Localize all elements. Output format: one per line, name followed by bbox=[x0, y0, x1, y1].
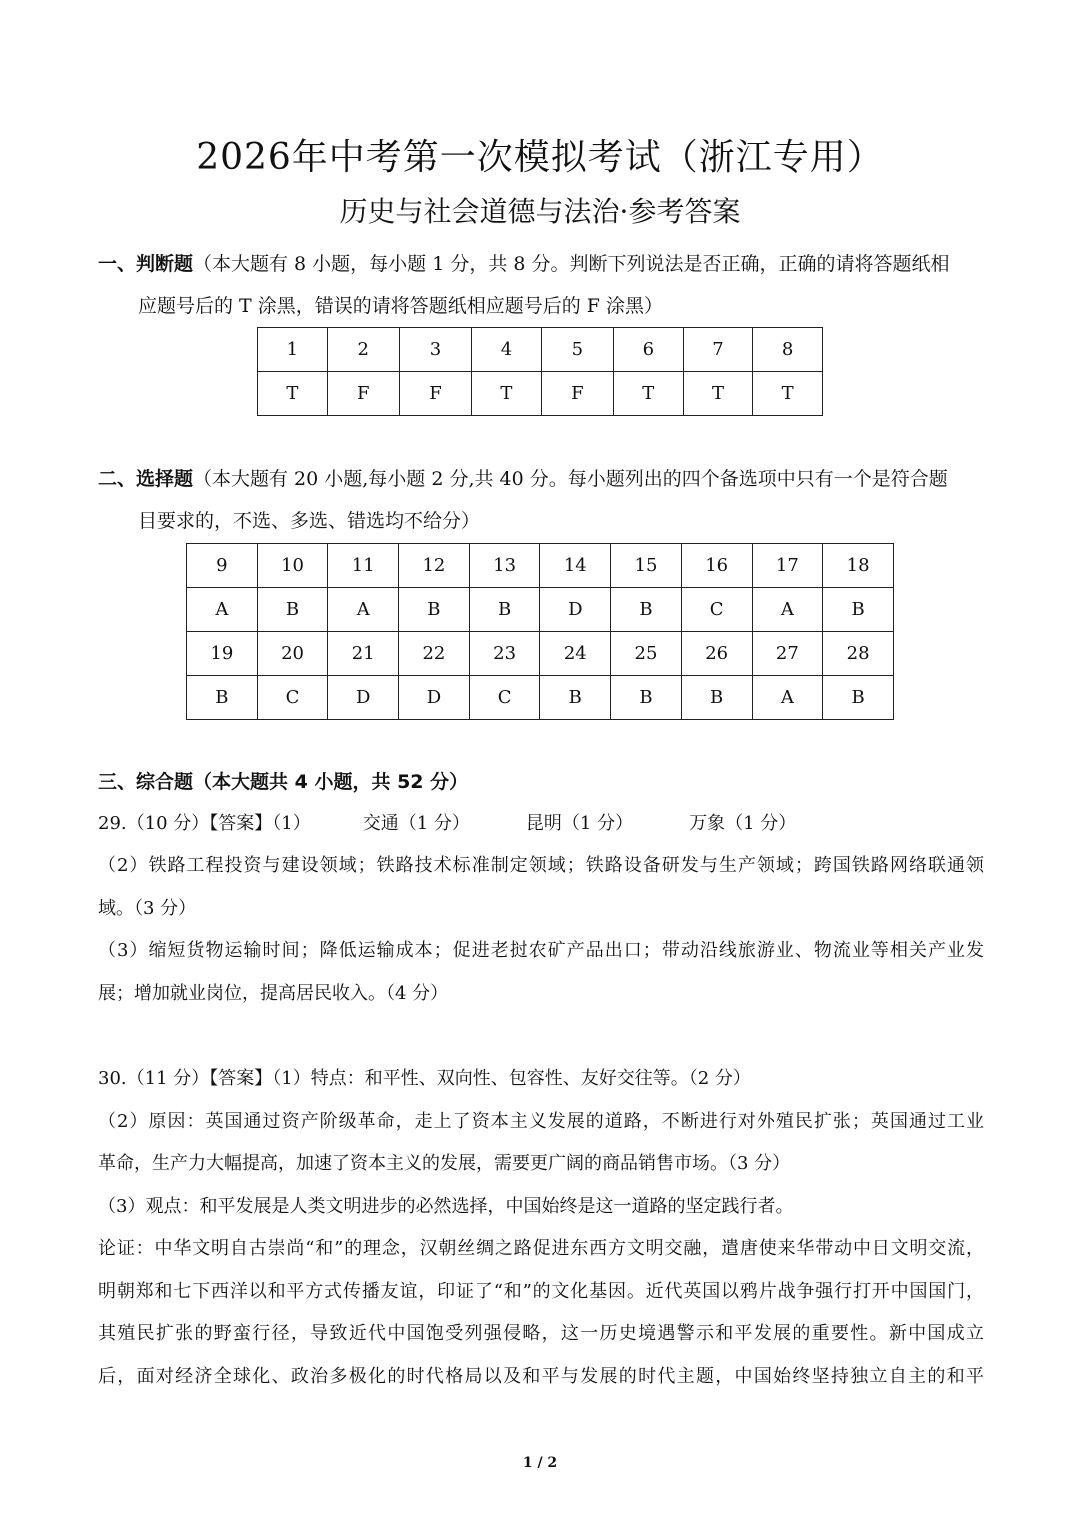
section1-answer-row bbox=[258, 372, 823, 416]
table-cell: 10 bbox=[257, 544, 328, 588]
q30-argument-line4: 后，面对经济全球化、政治多极化的时代格局以及和平与发展的时代主题，中国始终坚持独立自主的和平 bbox=[98, 1366, 984, 1387]
table-cell: B bbox=[823, 676, 894, 720]
table-cell: 26 bbox=[681, 632, 752, 676]
table-cell: F bbox=[399, 372, 471, 416]
table-cell: B bbox=[469, 588, 540, 632]
table-cell: T bbox=[472, 372, 542, 416]
table-cell: 9 bbox=[187, 544, 258, 588]
section2-answer-row-1 bbox=[187, 588, 894, 632]
table-cell: 15 bbox=[611, 544, 682, 588]
table-cell: 22 bbox=[399, 632, 470, 676]
table-cell: 27 bbox=[752, 632, 823, 676]
table-cell: T bbox=[613, 372, 683, 416]
table-cell: C bbox=[469, 676, 540, 720]
section1-title: 一、判断题 bbox=[98, 253, 194, 275]
table-cell: 17 bbox=[752, 544, 823, 588]
exam-title: 2026年中考第一次模拟考试（浙江专用） bbox=[196, 137, 884, 178]
table-cell: 2 bbox=[327, 328, 399, 372]
table-cell: T bbox=[683, 372, 753, 416]
table-cell: 13 bbox=[469, 544, 540, 588]
table-cell: D bbox=[540, 588, 611, 632]
exam-subtitle: 历史与社会道德与法治·参考答案 bbox=[339, 195, 741, 228]
q30-argument-line2: 明朝郑和七下西洋以和平方式传播友谊，印证了“和”的文化基因。近代英国以鸦片战争强行打开中国国门， bbox=[98, 1281, 984, 1302]
q30-argument-line3: 其殖民扩张的野蛮行径，导致近代中国饱受列强侵略，这一历史境遇警示和平发展的重要性。新中国成立 bbox=[98, 1323, 984, 1344]
table-cell: A bbox=[752, 588, 823, 632]
section1-number-row bbox=[258, 328, 823, 372]
table-cell: B bbox=[681, 676, 752, 720]
table-cell: F bbox=[541, 372, 613, 416]
table-cell: T bbox=[258, 372, 328, 416]
q29-item-b: 昆明（1 分） bbox=[525, 813, 634, 834]
table-cell: 16 bbox=[681, 544, 752, 588]
page-number: 1 / 2 bbox=[522, 1455, 558, 1471]
table-cell: B bbox=[611, 676, 682, 720]
q29-part3-line1: （3）缩短货物运输时间；降低运输成本；促进老挝农矿产品出口；带动沿线旅游业、物流业等相关产业发 bbox=[98, 940, 984, 961]
table-cell: 18 bbox=[823, 544, 894, 588]
table-cell: A bbox=[752, 676, 823, 720]
table-cell: 1 bbox=[258, 328, 328, 372]
section2-number-row-1 bbox=[187, 544, 894, 588]
q30-part2-line2: 革命，生产力大幅提高，加速了资本主义的发展，需要更广阔的商品销售市场。（3 分） bbox=[98, 1153, 791, 1174]
table-cell: F bbox=[327, 372, 399, 416]
table-cell: 11 bbox=[328, 544, 399, 588]
q30-argument-line1: 论证：中华文明自古崇尚“和”的理念，汉朝丝绸之路促进东西方文明交融，遣唐使来华带动中日文明交流， bbox=[98, 1238, 984, 1259]
table-cell: 19 bbox=[187, 632, 258, 676]
q29-part2-line2: 域。（3 分） bbox=[98, 898, 197, 919]
table-cell: D bbox=[328, 676, 399, 720]
table-cell: 3 bbox=[399, 328, 471, 372]
q29-lead: 29.（10 分）【答案】（1） bbox=[98, 813, 311, 834]
table-cell: B bbox=[257, 588, 328, 632]
section2-number-row-2 bbox=[187, 632, 894, 676]
table-cell: 28 bbox=[823, 632, 894, 676]
table-cell: 7 bbox=[683, 328, 753, 372]
q30-part2-line1: （2）原因：英国通过资产阶级革命，走上了资本主义发展的道路，不断进行对外殖民扩张；英国通过工业 bbox=[98, 1111, 984, 1132]
q29-part3-line2: 展；增加就业岗位，提高居民收入。（4 分） bbox=[98, 983, 449, 1004]
section2-heading bbox=[98, 465, 948, 493]
table-cell: 24 bbox=[540, 632, 611, 676]
table-cell: C bbox=[681, 588, 752, 632]
section1-answer-table bbox=[257, 327, 823, 416]
table-cell: B bbox=[187, 676, 258, 720]
table-cell: 20 bbox=[257, 632, 328, 676]
section2-answer-table bbox=[186, 543, 894, 720]
table-cell: 23 bbox=[469, 632, 540, 676]
q29-answer-part1 bbox=[98, 810, 984, 838]
section3-title: 三、综合题 bbox=[98, 771, 194, 793]
q30-part1: 30.（11 分）【答案】（1）特点：和平性、双向性、包容性、友好交往等。（2 分） bbox=[98, 1068, 751, 1089]
section2-desc-line1: （本大题有 20 小题,每小题 2 分,共 40 分。每小题列出的四个备选项中只有一个是符合题 bbox=[193, 468, 948, 490]
table-cell: A bbox=[328, 588, 399, 632]
section1-desc-line2: 应题号后的 T 涂黑，错误的请将答题纸相应题号后的 F 涂黑） bbox=[138, 295, 664, 317]
table-cell: T bbox=[753, 372, 823, 416]
table-cell: B bbox=[611, 588, 682, 632]
q29-item-a: 交通（1 分） bbox=[362, 813, 470, 834]
table-cell: 21 bbox=[328, 632, 399, 676]
table-cell: B bbox=[399, 588, 470, 632]
section2-title: 二、选择题 bbox=[98, 468, 194, 490]
table-cell: D bbox=[399, 676, 470, 720]
table-cell: 6 bbox=[613, 328, 683, 372]
table-cell: B bbox=[823, 588, 894, 632]
section1-desc-line1: （本大题有 8 小题，每小题 1 分，共 8 分。判断下列说法是否正确，正确的请将答题纸相 bbox=[193, 253, 950, 275]
table-cell: 5 bbox=[541, 328, 613, 372]
table-cell: 12 bbox=[399, 544, 470, 588]
table-cell: C bbox=[257, 676, 328, 720]
section3-heading bbox=[98, 768, 468, 796]
section2-desc-line2: 目要求的，不选、多选、错选均不给分） bbox=[138, 510, 481, 532]
table-cell: B bbox=[540, 676, 611, 720]
q29-part2-line1: （2）铁路工程投资与建设领域；铁路技术标准制定领域；铁路设备研发与生产领域；跨国铁路网络联通领 bbox=[98, 855, 984, 876]
section2-answer-row-2 bbox=[187, 676, 894, 720]
section3-desc: （本大题共 4 小题，共 52 分） bbox=[193, 771, 469, 793]
table-cell: A bbox=[187, 588, 258, 632]
table-cell: 14 bbox=[540, 544, 611, 588]
table-cell: 8 bbox=[753, 328, 823, 372]
table-cell: 4 bbox=[472, 328, 542, 372]
section1-heading bbox=[98, 250, 950, 278]
q30-part3: （3）观点：和平发展是人类文明进步的必然选择，中国始终是这一道路的坚定践行者。 bbox=[98, 1196, 794, 1217]
q29-item-c: 万象（1 分） bbox=[689, 813, 797, 834]
table-cell: 25 bbox=[611, 632, 682, 676]
